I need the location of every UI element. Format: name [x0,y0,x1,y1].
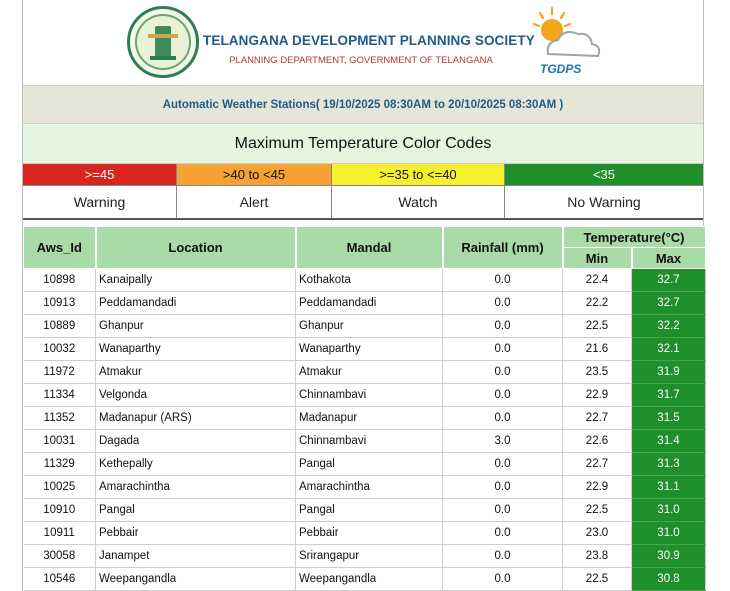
cell-location: Peddamandadi [96,292,296,315]
cell-max: 32.7 [632,292,706,315]
table-row [24,499,706,522]
cell-location: Dagada [96,430,296,453]
table-row [24,453,706,476]
cell-mandal: Amarachintha [296,476,443,499]
cell-min: 22.7 [563,407,632,430]
header-mandal[interactable]: Mandal [296,227,443,269]
cell-mandal: Atmakur [296,361,443,384]
cell-location: Amarachintha [96,476,296,499]
table-row [24,292,706,315]
table-row [24,407,706,430]
cell-min: 23.8 [563,545,632,568]
color-legend [23,164,703,186]
cell-location: Weepangandla [96,568,296,591]
cell-mandal: Peddamandadi [296,292,443,315]
cell-mandal: Weepangandla [296,568,443,591]
cell-aws-id: 10025 [24,476,96,499]
table-row [24,430,706,453]
cell-aws-id: 10910 [24,499,96,522]
cell-rainfall: 0.0 [443,338,563,361]
cell-mandal: Pangal [296,453,443,476]
cell-rainfall: 0.0 [443,361,563,384]
cell-rainfall: 0.0 [443,384,563,407]
cell-min: 22.5 [563,568,632,591]
cell-mandal: Wanaparthy [296,338,443,361]
cell-min: 22.9 [563,476,632,499]
cell-mandal: Chinnambavi [296,430,443,453]
logo-text: TGDPS [540,62,582,76]
site-header [23,0,703,86]
cell-min: 22.5 [563,315,632,338]
header-min[interactable]: Min [563,248,632,269]
legend-label-alert: Alert [177,186,332,218]
cell-min: 22.5 [563,499,632,522]
org-subtitle: PLANNING DEPARTMENT, GOVERNMENT OF TELANGANA [229,55,493,66]
cell-location: Velgonda [96,384,296,407]
table-row [24,522,706,545]
table-row [24,476,706,499]
cell-location: Kanaipally [96,269,296,292]
cell-rainfall: 0.0 [443,407,563,430]
cell-aws-id: 11329 [24,453,96,476]
cell-max: 31.5 [632,407,706,430]
cell-aws-id: 11352 [24,407,96,430]
cell-rainfall: 0.0 [443,292,563,315]
table-body [24,269,706,591]
cell-min: 22.7 [563,453,632,476]
color-legend-labels [23,186,703,220]
cell-mandal: Pebbair [296,522,443,545]
cell-location: Wanaparthy [96,338,296,361]
cell-min: 21.6 [563,338,632,361]
cell-max: 32.7 [632,269,706,292]
cell-aws-id: 10889 [24,315,96,338]
sun-cloud-icon [518,6,608,66]
cell-rainfall: 0.0 [443,568,563,591]
header-aws-id[interactable]: Aws_Id [24,227,96,269]
cell-mandal: Kothakota [296,269,443,292]
cell-mandal: Madanapur [296,407,443,430]
cell-aws-id: 11972 [24,361,96,384]
cell-location: Madanapur (ARS) [96,407,296,430]
legend-range-1: >=45 [23,164,177,185]
cell-location: Pangal [96,499,296,522]
cell-location: Pebbair [96,522,296,545]
cell-rainfall: 0.0 [443,545,563,568]
cell-aws-id: 10031 [24,430,96,453]
table-row [24,361,706,384]
cell-max: 30.9 [632,545,706,568]
table-row [24,545,706,568]
cell-max: 31.9 [632,361,706,384]
cell-max: 30.8 [632,568,706,591]
cell-max: 31.3 [632,453,706,476]
cell-min: 22.2 [563,292,632,315]
cell-location: Ghanpur [96,315,296,338]
cell-min: 22.9 [563,384,632,407]
cell-mandal: Srirangapur [296,545,443,568]
cell-max: 31.1 [632,476,706,499]
cell-aws-id: 10032 [24,338,96,361]
cell-location: Kethepally [96,453,296,476]
cell-rainfall: 0.0 [443,476,563,499]
cell-min: 23.0 [563,522,632,545]
table-row [24,384,706,407]
cell-max: 31.4 [632,430,706,453]
legend-range-3: >=35 to <=40 [332,164,505,185]
weather-table [23,226,707,591]
header-location[interactable]: Location [96,227,296,269]
legend-label-watch: Watch [332,186,505,218]
header-rainfall[interactable]: Rainfall (mm) [443,227,563,269]
cell-aws-id: 10898 [24,269,96,292]
state-emblem-icon [127,6,199,78]
cell-location: Janampet [96,545,296,568]
cell-mandal: Pangal [296,499,443,522]
cell-location: Atmakur [96,361,296,384]
cell-aws-id: 10546 [24,568,96,591]
cell-rainfall: 0.0 [443,315,563,338]
cell-aws-id: 10913 [24,292,96,315]
legend-label-no-warning: No Warning [505,186,703,218]
color-codes-title: Maximum Temperature Color Codes [23,124,703,164]
cell-aws-id: 11334 [24,384,96,407]
cell-rainfall: 3.0 [443,430,563,453]
cell-rainfall: 0.0 [443,269,563,292]
cell-aws-id: 30058 [24,545,96,568]
table-row [24,338,706,361]
legend-range-2: >40 to <45 [177,164,332,185]
cell-max: 32.1 [632,338,706,361]
org-title: TELANGANA DEVELOPMENT PLANNING SOCIETY [203,33,535,48]
report-period: Automatic Weather Stations( 19/10/2025 08:30AM to 20/10/2025 08:30AM ) [162,98,564,111]
cell-mandal: Ghanpur [296,315,443,338]
tgdps-logo [518,6,608,82]
cell-min: 22.4 [563,269,632,292]
header-temperature: Temperature(°C) [563,227,706,248]
cell-max: 31.0 [632,499,706,522]
cell-min: 23.5 [563,361,632,384]
cell-rainfall: 0.0 [443,499,563,522]
info-bar [23,86,703,124]
cell-rainfall: 0.0 [443,522,563,545]
legend-range-4: <35 [505,164,703,185]
cell-max: 31.7 [632,384,706,407]
cell-max: 31.0 [632,522,706,545]
cell-min: 22.6 [563,430,632,453]
cell-max: 32.2 [632,315,706,338]
legend-label-warning: Warning [23,186,177,218]
table-row [24,269,706,292]
cell-rainfall: 0.0 [443,453,563,476]
header-max[interactable]: Max [632,248,706,269]
cell-aws-id: 10911 [24,522,96,545]
table-row [24,315,706,338]
table-row [24,568,706,591]
cell-mandal: Chinnambavi [296,384,443,407]
weather-report-page [22,0,704,591]
